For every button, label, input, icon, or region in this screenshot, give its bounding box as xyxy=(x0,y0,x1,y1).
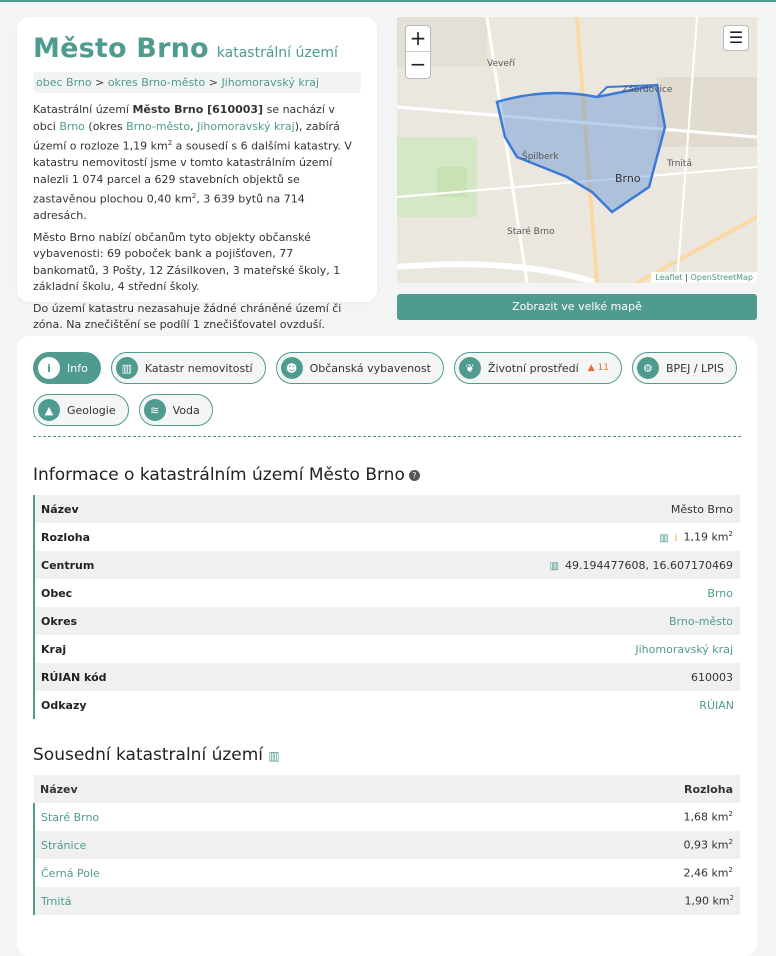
row-key: Centrum xyxy=(41,558,95,572)
tab-label: BPEJ / LPIS xyxy=(665,361,725,375)
map-label-stare-brno: Staré Brno xyxy=(507,227,555,237)
superscript: 2 xyxy=(728,866,733,875)
superscript: 2 xyxy=(728,838,733,847)
row-key: Kraj xyxy=(41,642,67,656)
column-header-area: Rozloha xyxy=(411,775,740,803)
info-icon[interactable]: i xyxy=(674,532,678,544)
text: Katastrální území xyxy=(33,103,133,116)
table-row xyxy=(34,691,740,719)
mountain-icon: ▲ xyxy=(38,399,60,421)
page-subtitle: katastrální území xyxy=(216,45,338,61)
table-row xyxy=(34,551,740,579)
okres-link[interactable]: Brno-město xyxy=(668,614,733,628)
cadastre-name: Město Brno [610003] xyxy=(132,103,264,116)
neighbor-link[interactable]: Stránice xyxy=(41,838,87,852)
section-title-text: Sousední katastralní území xyxy=(33,745,264,765)
map-icon[interactable]: ▥ xyxy=(549,560,560,572)
map-label-zabrdovice: Zábrdovice xyxy=(622,85,673,95)
table-row xyxy=(34,663,740,691)
tab-label: Geologie xyxy=(67,403,116,417)
obec-link[interactable]: Brno xyxy=(59,119,85,133)
map-icon[interactable]: ▥ xyxy=(268,749,280,763)
leaf-icon: ❦ xyxy=(459,357,481,379)
superscript: 2 xyxy=(728,530,733,539)
zoom-control xyxy=(405,25,431,79)
area-value: 1,68 km xyxy=(683,810,729,824)
help-icon[interactable]: ? xyxy=(409,470,420,481)
map-label-brno: Brno xyxy=(615,172,641,185)
layers-button[interactable]: ☰ xyxy=(723,25,749,51)
breadcrumb-separator: > xyxy=(95,76,108,89)
tab-label: Voda xyxy=(172,403,200,417)
map[interactable] xyxy=(397,17,757,283)
area-value: 1,90 km xyxy=(684,894,730,908)
table-row xyxy=(34,887,740,915)
tab-label: Info xyxy=(67,361,88,375)
tab-katastr[interactable] xyxy=(111,352,266,384)
description xyxy=(33,102,361,334)
ruian-code: 610003 xyxy=(691,670,733,684)
ruian-link[interactable]: RÚIAN xyxy=(699,698,734,712)
row-value xyxy=(236,523,740,551)
table-row xyxy=(34,803,740,831)
neighbor-area xyxy=(411,831,740,859)
tab-label: Občanská vybavenost xyxy=(309,361,431,375)
zoom-out-button[interactable]: − xyxy=(409,52,427,76)
table-row xyxy=(34,607,740,635)
breadcrumb-kraj[interactable]: Jihomoravský kraj xyxy=(221,76,320,89)
text: (okres xyxy=(84,119,127,133)
main-card xyxy=(17,336,757,956)
map-label-veveri: Veveří xyxy=(487,59,516,69)
area-value: 1,19 km xyxy=(683,530,729,544)
table-row xyxy=(34,523,740,551)
zoom-in-button[interactable]: + xyxy=(406,26,430,52)
tab-zivotni-prostredi[interactable] xyxy=(454,352,622,384)
info-icon: i xyxy=(38,357,60,379)
tab-label: Životní prostředí xyxy=(487,361,579,375)
row-key: Rozloha xyxy=(41,530,91,544)
neighbors-section-title xyxy=(33,745,741,765)
map-icon[interactable]: ▥ xyxy=(659,532,669,544)
divider xyxy=(33,436,741,437)
kraj-link[interactable]: Jihomoravský kraj xyxy=(197,119,295,133)
area-value: 2,46 km xyxy=(683,866,729,880)
kraj-link[interactable]: Jihomoravský kraj xyxy=(635,642,733,656)
description-paragraph xyxy=(33,102,361,225)
section-title-text: Informace o katastrálním území Město Brno xyxy=(33,465,405,485)
superscript: 2 xyxy=(167,139,173,147)
text: , 3 639 bytů na 714 adresách. xyxy=(33,192,305,223)
breadcrumb-okres[interactable]: okres Brno-město xyxy=(107,76,206,89)
leaflet-link[interactable]: Leaflet xyxy=(655,273,683,282)
text: a sousedí s 6 dalšími katastry. V katastru nemovitostí jsme v tomto katastrálním území nalezli 1 074 parcel a 629 stavebních objektů se zastavěnou plochou 0,40 km xyxy=(33,139,352,206)
info-card xyxy=(17,17,377,332)
row-key: Okres xyxy=(41,614,78,628)
neighbor-link[interactable]: Staré Brno xyxy=(41,810,100,824)
tab-label: Katastr nemovitostí xyxy=(144,361,253,375)
text: , xyxy=(190,119,198,133)
table-row xyxy=(34,831,740,859)
text: se nachází v obci xyxy=(33,103,335,133)
superscript: 2 xyxy=(728,810,733,819)
info-section-title xyxy=(33,465,741,485)
tractor-icon: ⚙ xyxy=(637,357,659,379)
neighbor-link[interactable]: Černá Pole xyxy=(41,866,100,880)
neighbor-area xyxy=(411,887,740,915)
table-row xyxy=(34,579,740,607)
table-row xyxy=(34,495,740,523)
breadcrumb-obec[interactable]: obec Brno xyxy=(36,76,92,89)
separator: | xyxy=(682,273,691,282)
table-row xyxy=(34,859,740,887)
table-row xyxy=(34,635,740,663)
map-label-trnita: Trnitá xyxy=(667,159,692,169)
tab-geologie[interactable] xyxy=(33,394,129,426)
breadcrumb-separator: > xyxy=(208,76,222,89)
row-key: RÚIAN kód xyxy=(41,670,107,684)
breadcrumb xyxy=(33,72,361,93)
page-title: Město Brno xyxy=(33,33,209,64)
row-value xyxy=(236,551,740,579)
tab-obcanska-vybavenost[interactable] xyxy=(276,352,444,384)
text: ), zabírá území o rozloze 1,19 km xyxy=(33,119,340,153)
table-header xyxy=(34,775,740,803)
tab-bpej-lpis[interactable] xyxy=(632,352,737,384)
map-label-spilberk: Špilberk xyxy=(522,152,559,162)
row-key: Odkazy xyxy=(41,698,87,712)
description-environment: Do území katastru nezasahuje žádné chráněné území či zóna. Na znečištění se podílí 1 znečišťovatel ovzduší. xyxy=(33,301,342,332)
map-tiles xyxy=(397,17,757,283)
row-value: Město Brno xyxy=(670,502,733,516)
map-icon: ▥ xyxy=(116,357,138,379)
superscript: 2 xyxy=(729,894,734,903)
tab-bar xyxy=(33,352,741,426)
column-header-name: Název xyxy=(34,775,411,803)
neighbor-area xyxy=(411,803,740,831)
user-icon: ☻ xyxy=(281,357,303,379)
neighbors-table xyxy=(33,775,741,915)
tab-info[interactable] xyxy=(33,352,101,384)
info-table xyxy=(33,495,741,719)
row-key: Obec xyxy=(41,586,73,600)
obec-link[interactable]: Brno xyxy=(707,586,733,600)
warning-badge: ▲ 11 xyxy=(587,363,609,373)
superscript: 2 xyxy=(191,192,197,201)
map-attribution xyxy=(651,272,757,283)
coordinates: 49.194477608, 16.607170469 xyxy=(565,558,733,572)
okres-link[interactable]: Brno-město xyxy=(126,119,191,133)
description-amenities: Město Brno nabízí občanům tyto objekty občanské vybavenosti: 69 poboček bank a pojišťoven, 77 bankomatů, 3 Pošty, 12 Zásilkoven, 3 mateřské školy, 1 základní školu, 4 střední školy. xyxy=(33,230,341,294)
osm-link[interactable]: OpenStreetMap xyxy=(690,273,753,282)
row-key: Název xyxy=(41,502,79,516)
tab-voda[interactable] xyxy=(139,394,213,426)
area-value: 0,93 km xyxy=(683,838,729,852)
neighbor-link[interactable]: Trnitá xyxy=(41,894,72,908)
show-large-map-button[interactable]: Zobrazit ve velké mapě xyxy=(397,294,757,320)
water-icon: ≋ xyxy=(144,399,166,421)
neighbor-area xyxy=(411,859,740,887)
